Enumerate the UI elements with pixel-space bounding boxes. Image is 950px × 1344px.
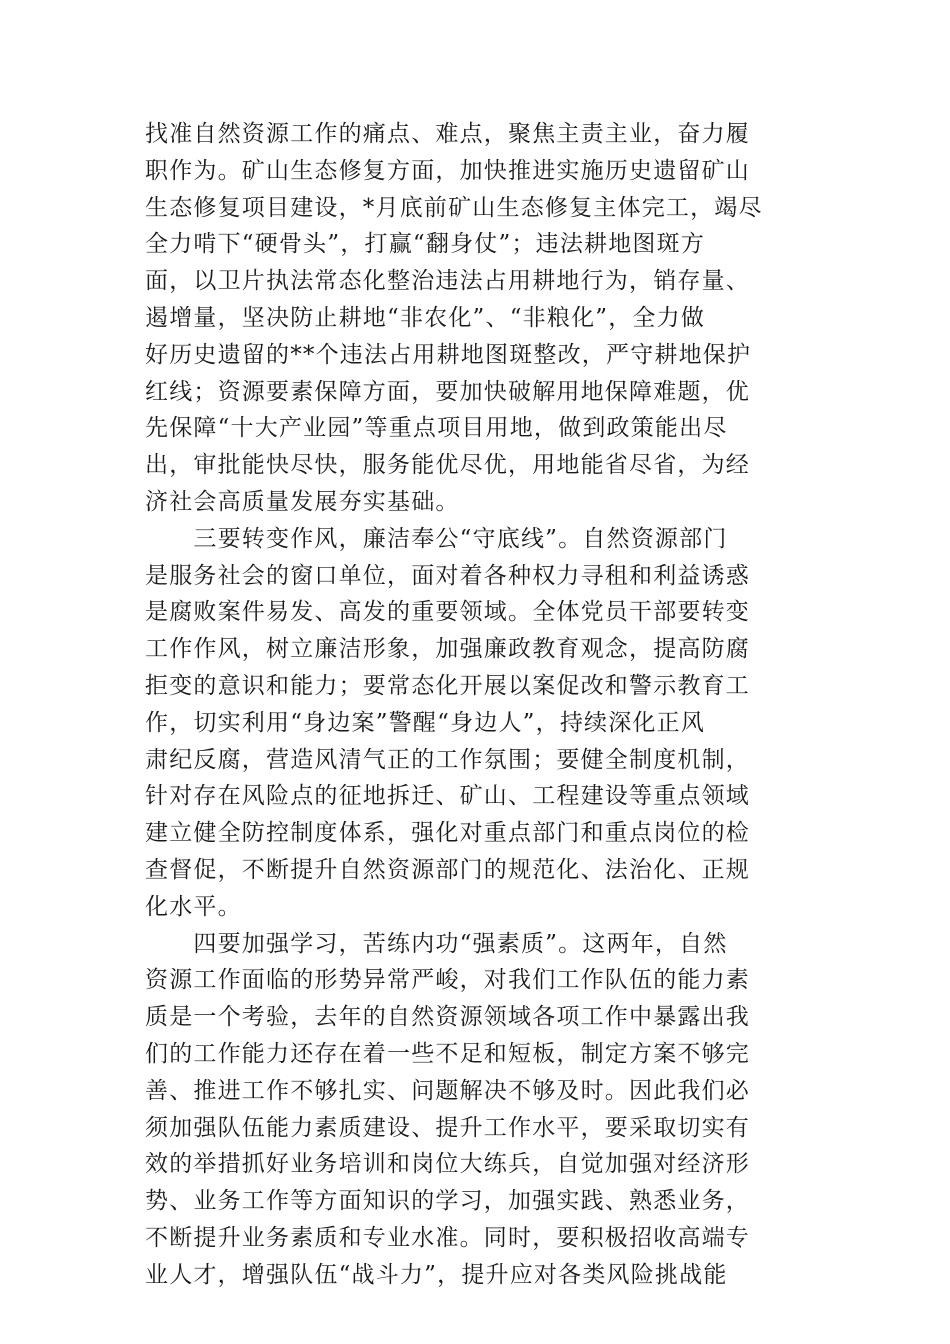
- text-line: 查督促，不断提升自然资源部门的规范化、法治化、正规: [145, 856, 750, 883]
- text-line: 找准自然资源工作的痛点、难点，聚焦主责主业，奋力履: [145, 121, 750, 147]
- text-line: 全力啃下“硬骨头”，打赢“翻身仗”；违法耕地图斑方: [145, 231, 706, 258]
- text-line: 势、业务工作等方面知识的学习，加强实践、熟悉业务，: [145, 1188, 750, 1215]
- text-line: 三要转变作风，廉洁奉公“守底线”。自然资源部门: [145, 525, 728, 552]
- body-text: [145, 116, 807, 1294]
- text-line: 济社会高质量发展夯实基础。: [145, 488, 460, 515]
- text-line: 肃纪反腐，营造风清气正的工作氛围；要健全制度机制，: [145, 746, 750, 773]
- text-line: 资源工作面临的形势异常严峻，对我们工作队伍的能力素: [145, 967, 750, 994]
- text-line: 作，切实利用“身边案”警醒“身边人”，持续深化正风: [145, 709, 706, 736]
- text-line: 四要加强学习，苦练内功“强素质”。这两年，自然: [145, 930, 728, 957]
- text-line: 不断提升业务素质和专业水准。同时，要积极招收高端专: [145, 1224, 750, 1251]
- text-line: 工作作风，树立廉洁形象，加强廉政教育观念，提高防腐: [145, 636, 750, 663]
- text-line: 生态修复项目建设，*月底前矿山生态修复主体完工，竭尽: [145, 194, 763, 221]
- text-line: 面，以卫片执法常态化整治违法占用耕地行为，销存量、: [145, 268, 750, 295]
- text-line: 拒变的意识和能力；要常态化开展以案促改和警示教育工: [145, 672, 750, 699]
- text-line: 针对存在风险点的征地拆迁、矿山、工程建设等重点领域: [145, 783, 750, 810]
- text-line: 善、推进工作不够扎实、问题解决不够及时。因此我们必: [145, 1077, 750, 1104]
- text-line: 建立健全防控制度体系，强化对重点部门和重点岗位的检: [145, 820, 750, 847]
- text-line: 职作为。矿山生态修复方面，加快推进实施历史遗留矿山: [145, 157, 750, 184]
- text-line: 红线；资源要素保障方面，要加快破解用地保障难题，优: [145, 378, 750, 405]
- text-line: 是腐败案件易发、高发的重要领域。全体党员干部要转变: [145, 599, 750, 626]
- text-line: 化水平。: [145, 893, 242, 920]
- text-line: 出，审批能快尽快，服务能优尽优，用地能省尽省，为经: [145, 452, 750, 479]
- text-line: 质是一个考验，去年的自然资源领域各项工作中暴露出我: [145, 1004, 750, 1031]
- text-line: 须加强队伍能力素质建设、提升工作水平，要采取切实有: [145, 1114, 750, 1141]
- text-line: 效的举措抓好业务培训和岗位大练兵，自觉加强对经济形: [145, 1151, 750, 1178]
- text-line: 们的工作能力还存在着一些不足和短板，制定方案不够完: [145, 1040, 750, 1067]
- text-line: 是服务社会的窗口单位，面对着各种权力寻租和利益诱惑: [145, 562, 750, 589]
- text-line: 好历史遗留的**个违法占用耕地图斑整改，严守耕地保护: [145, 341, 752, 368]
- text-line: 业人才，增强队伍“战斗力”，提升应对各类风险挑战能: [145, 1261, 728, 1288]
- text-line: 先保障“十大产业园”等重点项目用地，做到政策能出尽: [145, 415, 728, 442]
- text-line: 遏增量，坚决防止耕地“非农化”、“非粮化”，全力做: [145, 304, 706, 331]
